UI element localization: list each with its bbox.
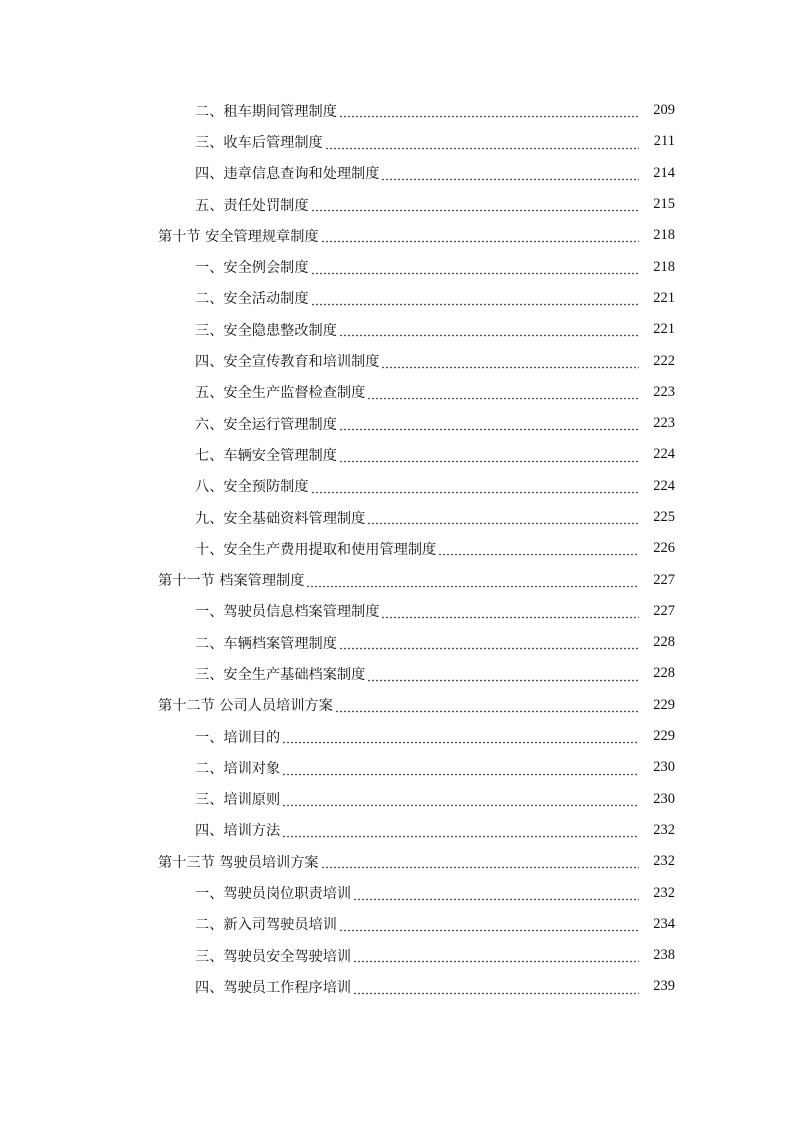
- toc-subsection-entry[interactable]: [0, 126, 675, 157]
- toc-entry-page-number: 229: [653, 696, 675, 713]
- toc-entry-label: 第十节 安全管理规章制度: [158, 228, 319, 245]
- toc-entry-page-number: 223: [653, 383, 675, 400]
- toc-dot-leader: [339, 323, 639, 337]
- toc-dot-leader: [282, 762, 639, 776]
- toc-entry-label: 四、驾驶员工作程序培训: [195, 979, 352, 996]
- toc-entry-label: 二、安全活动制度: [195, 291, 309, 308]
- toc-section-entry[interactable]: [0, 564, 675, 595]
- toc-dot-leader: [339, 417, 639, 431]
- toc-entry-page-number: 224: [653, 446, 675, 463]
- toc-subsection-entry[interactable]: [0, 533, 675, 564]
- toc-entry-label: 四、安全宣传教育和培训制度: [195, 354, 380, 371]
- toc-entry-page-number: 211: [653, 133, 675, 150]
- toc-entry-page-number: 223: [653, 415, 675, 432]
- toc-entry-label: 一、安全例会制度: [195, 260, 309, 277]
- toc-entry-page-number: 229: [653, 728, 675, 745]
- toc-entry-label: 七、车辆安全管理制度: [195, 447, 337, 464]
- toc-entry-page-number: 239: [653, 978, 675, 995]
- toc-dot-leader: [321, 855, 639, 869]
- toc-subsection-entry[interactable]: [0, 471, 675, 502]
- toc-entry-page-number: 238: [653, 947, 675, 964]
- toc-entry-page-number: 232: [653, 884, 675, 901]
- toc-entry-page-number: 214: [653, 164, 675, 181]
- toc-entry-label: 三、收车后管理制度: [195, 134, 323, 151]
- toc-dot-leader: [438, 542, 639, 556]
- toc-subsection-entry[interactable]: [0, 283, 675, 314]
- toc-entry-label: 第十三节 驾驶员培训方案: [158, 854, 319, 871]
- toc-entry-page-number: 230: [653, 759, 675, 776]
- toc-entry-page-number: 226: [653, 540, 675, 557]
- toc-entry-label: 五、责任处罚制度: [195, 197, 309, 214]
- table-of-contents: [0, 95, 793, 1003]
- toc-dot-leader: [311, 198, 639, 212]
- toc-entry-page-number: 227: [653, 602, 675, 619]
- toc-subsection-entry[interactable]: [0, 596, 675, 627]
- toc-entry-label: 三、培训原则: [195, 792, 281, 809]
- toc-entry-label: 第十二节 公司人员培训方案: [158, 698, 333, 715]
- toc-entry-label: 四、违章信息查询和处理制度: [195, 166, 380, 183]
- toc-entry-label: 一、培训目的: [195, 729, 281, 746]
- toc-entry-page-number: 221: [653, 321, 675, 338]
- toc-entry-label: 二、新入司驾驶员培训: [195, 917, 337, 934]
- toc-entry-label: 二、车辆档案管理制度: [195, 635, 337, 652]
- toc-entry-page-number: 218: [653, 258, 675, 275]
- toc-entry-page-number: 225: [653, 509, 675, 525]
- toc-subsection-entry[interactable]: [0, 377, 675, 408]
- toc-entry-label: 八、安全预防制度: [195, 479, 309, 496]
- toc-entry-label: 三、驾驶员安全驾驶培训: [195, 948, 352, 965]
- toc-dot-leader: [311, 292, 639, 306]
- toc-subsection-entry[interactable]: [0, 502, 675, 533]
- toc-subsection-entry[interactable]: [0, 158, 675, 189]
- toc-entry-label: 一、驾驶员岗位职责培训: [195, 886, 352, 903]
- toc-subsection-entry[interactable]: [0, 189, 675, 220]
- toc-subsection-entry[interactable]: [0, 877, 675, 908]
- toc-entry-page-number: 230: [653, 790, 675, 807]
- toc-dot-leader: [311, 261, 639, 275]
- toc-dot-leader: [325, 136, 639, 150]
- toc-entry-page-number: 218: [653, 227, 675, 244]
- toc-subsection-entry[interactable]: [0, 345, 675, 376]
- toc-subsection-entry[interactable]: [0, 627, 675, 658]
- toc-dot-leader: [339, 449, 639, 463]
- toc-dot-leader: [381, 605, 639, 619]
- toc-section-entry[interactable]: [0, 690, 675, 721]
- toc-subsection-entry[interactable]: [0, 439, 675, 470]
- toc-dot-leader: [339, 918, 639, 932]
- toc-entry-page-number: 222: [653, 352, 675, 369]
- toc-subsection-entry[interactable]: [0, 815, 675, 846]
- toc-entry-page-number: 227: [653, 571, 675, 588]
- toc-dot-leader: [353, 981, 639, 995]
- toc-subsection-entry[interactable]: [0, 784, 675, 815]
- toc-subsection-entry[interactable]: [0, 721, 675, 752]
- toc-subsection-entry[interactable]: [0, 940, 675, 971]
- toc-entry-label: 十、安全生产费用提取和使用管理制度: [195, 541, 437, 558]
- toc-subsection-entry[interactable]: [0, 909, 675, 940]
- toc-dot-leader: [381, 167, 639, 181]
- toc-dot-leader: [306, 574, 639, 588]
- toc-dot-leader: [282, 793, 639, 807]
- toc-dot-leader: [353, 949, 639, 963]
- toc-entry-label: 二、租车期间管理制度: [195, 103, 337, 120]
- toc-dot-leader: [311, 480, 639, 494]
- toc-entry-page-number: 232: [653, 821, 675, 838]
- toc-entry-label: 第十一节 档案管理制度: [158, 573, 305, 590]
- toc-subsection-entry[interactable]: [0, 251, 675, 282]
- toc-entry-page-number: 234: [653, 915, 675, 932]
- toc-subsection-entry[interactable]: [0, 752, 675, 783]
- toc-section-entry[interactable]: [0, 220, 675, 251]
- toc-dot-leader: [339, 636, 639, 650]
- toc-entry-label: 一、驾驶员信息档案管理制度: [195, 604, 380, 621]
- toc-subsection-entry[interactable]: [0, 314, 675, 345]
- toc-dot-leader: [339, 104, 639, 118]
- toc-dot-leader: [282, 824, 639, 838]
- toc-dot-leader: [282, 730, 639, 744]
- toc-subsection-entry[interactable]: [0, 95, 675, 126]
- toc-entry-label: 五、安全生产监督检查制度: [195, 385, 366, 402]
- toc-dot-leader: [367, 386, 639, 400]
- toc-subsection-entry[interactable]: [0, 658, 675, 689]
- toc-subsection-entry[interactable]: [0, 408, 675, 439]
- toc-entry-label: 三、安全隐患整改制度: [195, 322, 337, 339]
- toc-entry-page-number: 232: [653, 853, 675, 870]
- toc-entry-page-number: 221: [653, 289, 675, 306]
- toc-entry-label: 三、安全生产基础档案制度: [195, 666, 366, 683]
- toc-dot-leader: [381, 355, 639, 369]
- toc-dot-leader: [335, 699, 639, 713]
- toc-entry-page-number: 228: [653, 634, 675, 651]
- toc-dot-leader: [321, 229, 639, 243]
- toc-entry-page-number: 209: [653, 102, 675, 119]
- toc-section-entry[interactable]: [0, 846, 675, 877]
- toc-entry-page-number: 224: [653, 477, 675, 494]
- toc-dot-leader: [367, 668, 639, 682]
- toc-dot-leader: [367, 511, 639, 525]
- toc-entry-label: 六、安全运行管理制度: [195, 416, 337, 433]
- toc-dot-leader: [353, 887, 639, 901]
- toc-subsection-entry[interactable]: [0, 971, 675, 1002]
- toc-entry-page-number: 215: [653, 196, 675, 213]
- toc-entry-label: 四、培训方法: [195, 823, 281, 840]
- toc-list: [0, 95, 675, 1003]
- toc-entry-label: 二、培训对象: [195, 760, 281, 777]
- toc-entry-page-number: 228: [653, 665, 675, 682]
- toc-entry-label: 九、安全基础资料管理制度: [195, 510, 366, 527]
